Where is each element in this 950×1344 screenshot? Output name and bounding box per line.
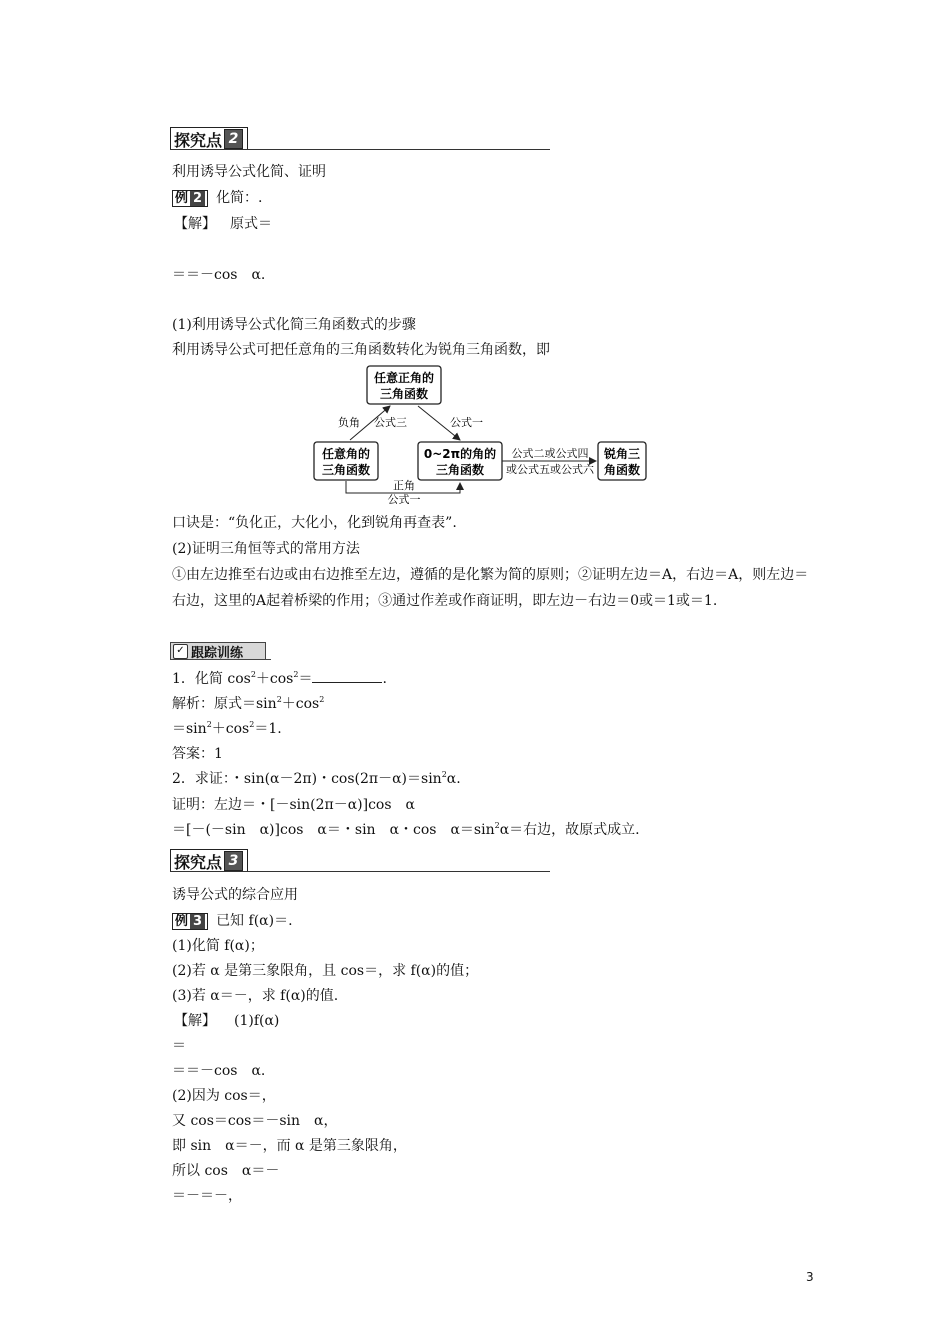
node-mid-line2: 三角函数: [435, 463, 485, 477]
solution-line-2: ＝: [172, 1038, 186, 1054]
edge-label-formula1-bottom: 公式一: [387, 493, 421, 504]
section-subtitle: 利用诱导公式化简、证明: [172, 164, 326, 180]
solution-text: 原式＝: [230, 216, 272, 232]
node-top-line2: 三角函数: [379, 387, 429, 401]
exercise-1-answer: 答案：1: [172, 746, 223, 762]
example-3: [172, 912, 293, 930]
section-header-2: [170, 127, 550, 153]
example-tag: 例 3: [172, 913, 208, 930]
note-2-title: (2)证明三角恒等式的常用方法: [172, 541, 360, 557]
solution-line-2: ＝＝－cos α.: [172, 267, 266, 283]
edge-label-mid-top: 公式二或公式四: [511, 447, 589, 460]
node-top-line1: 任意正角的: [373, 371, 435, 385]
solution-label: 【解】: [174, 1013, 216, 1029]
node-left-line1: 任意角的: [321, 447, 371, 461]
exercise-1-analysis-1: 解析：原式$=\sin^2+\cos^2$: [172, 695, 325, 712]
section-title: 探究点: [174, 852, 223, 872]
edge-label-negative: 负角: [338, 416, 360, 429]
solution-line-7: 所以 cos α＝－: [172, 1163, 280, 1179]
node-mid-line1: 0~2π的角的: [423, 447, 497, 461]
exercise-2-proof-2: ＝[－(－sin α)]cos α＝・sin α・cos $\alpha=\sin^2\alpha=$右边，故原式成立.: [172, 821, 640, 838]
exercise-2-proof-1: 证明：左边＝・[－sin(2π－α)]cos α: [172, 797, 415, 813]
note-2-body: ①由左边推至右边或由右边推至左边，遵循的是化繁为简的原则；②证明左边＝A，右边＝A，则左边＝右边，这里的A起着桥梁的作用；③通过作差或作商证明，即左边－右边＝0或＝1或＝1.: [172, 567, 809, 609]
check-icon: ✓: [173, 644, 188, 659]
solution-line-1: 【解】 (1)f(α): [174, 1013, 280, 1029]
solution-line-1: [174, 215, 272, 233]
solution-label: 【解】: [174, 216, 216, 232]
page-number: 3: [806, 1270, 814, 1284]
edge-label-mid-bottom: 或公式五或公式六: [506, 463, 594, 476]
section-number: 3: [224, 851, 243, 871]
node-right-line2: 角函数: [603, 463, 641, 477]
note-1-body: 利用诱导公式可把任意角的三角函数转化为锐角三角函数，即: [172, 342, 550, 358]
exercise-2: 2．求证：・sin(α－2π)・$\cos(2\pi-\alpha)=\sin^2\alpha$.: [172, 770, 461, 787]
answer-blank: [312, 670, 382, 683]
tracking-label: 跟踪训练: [191, 645, 244, 661]
question-1: (1)化简 f(α)；: [172, 938, 264, 954]
section-badge: [170, 849, 248, 872]
example-2: [172, 189, 263, 207]
solution-line-4: (2)因为 cos＝，: [172, 1088, 276, 1104]
exercise-1: 1．化简 $\cos^2+\cos^2=$ .: [172, 670, 387, 687]
tracking-practice-badge: [170, 642, 266, 660]
divider: [170, 149, 550, 150]
question-2: (2)若 α 是第三象限角，且 cos＝，求 f(α)的值；: [172, 963, 479, 979]
example-text: 化简：.: [216, 190, 263, 206]
question-3: (3)若 α＝－，求 f(α)的值.: [172, 988, 339, 1004]
section-subtitle: 诱导公式的综合应用: [172, 887, 298, 903]
solution-line-8: ＝－＝－，: [172, 1188, 242, 1204]
edge-label-positive: 正角: [393, 479, 415, 492]
section-header-3: [170, 849, 550, 875]
divider: [266, 659, 271, 660]
exercise-1-analysis-2: $=\sin^2+\cos^2=1$.: [172, 720, 282, 737]
section-number: 2: [224, 129, 243, 149]
solution-line-3: ＝＝－cos α.: [172, 1063, 266, 1079]
example-text: 已知 f(α)＝.: [216, 913, 293, 929]
edge-label-formula3: 公式三: [374, 416, 407, 429]
mnemonic: 口诀是：“负化正，大化小，化到锐角再查表”.: [172, 515, 457, 531]
solution-line-5: 又 cos＝cos＝－sin α，: [172, 1113, 338, 1129]
divider: [170, 871, 550, 872]
note-1-title: (1)利用诱导公式化简三角函数式的步骤: [172, 317, 416, 333]
edge-label-formula1: 公式一: [450, 416, 483, 429]
solution-line-6: 即 sin α＝－，而 α 是第三象限角，: [172, 1138, 407, 1154]
node-right-line1: 锐角三: [603, 447, 641, 461]
node-left-line2: 三角函数: [321, 463, 371, 477]
section-badge: [170, 127, 248, 150]
section-title: 探究点: [174, 130, 223, 150]
reduction-flow-diagram: [310, 364, 650, 504]
example-tag: 例 2: [172, 190, 208, 207]
